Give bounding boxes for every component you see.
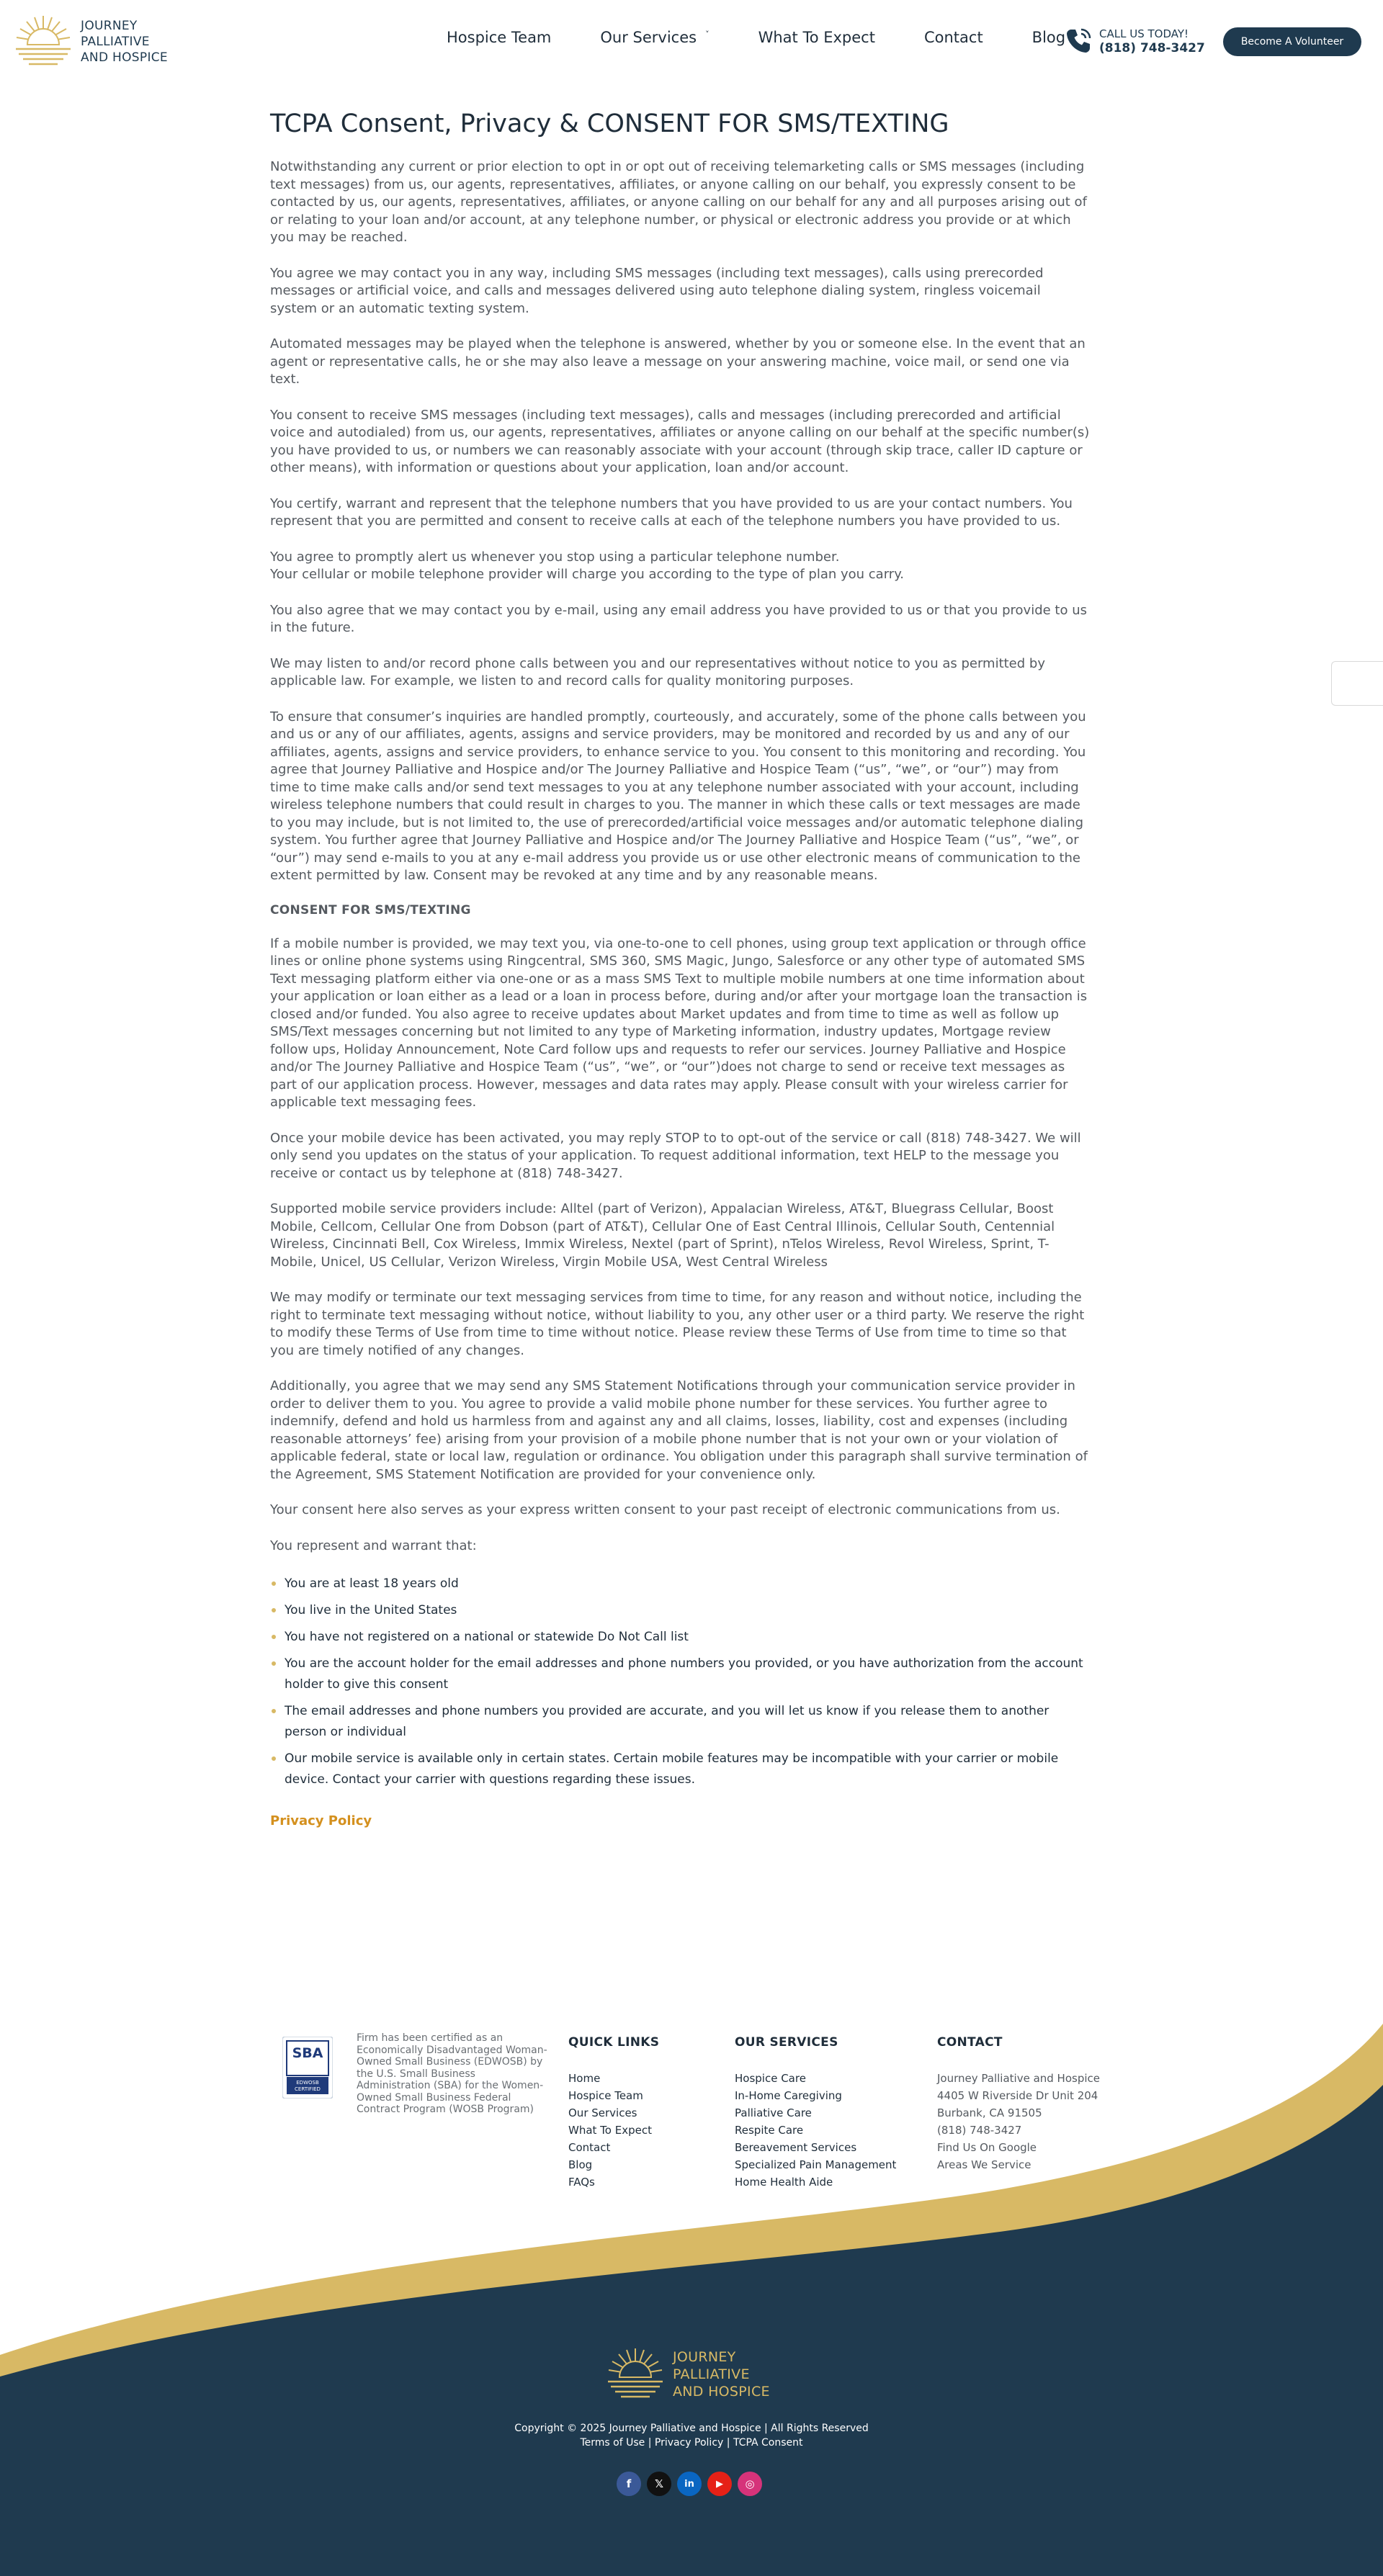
footer-service-hospice-care[interactable]: Hospice Care [735, 2072, 806, 2085]
paragraph: You certify, warrant and represent that the telephone numbers that you have provided to us are your contact numbers. You represent that you are permitted and consent to receive calls at each of the telephone numbers you have provided to us. [270, 495, 1073, 529]
nav-label: Blog [1031, 29, 1066, 46]
chevron-down-icon: ˅ [705, 29, 710, 39]
list-item-text: You are at least 18 years old [285, 1576, 459, 1591]
site-logo[interactable] [13, 12, 168, 72]
footer-link-hospice-team[interactable]: Hospice Team [568, 2089, 643, 2102]
paragraph: Supported mobile service providers include: Alltel (part of Verizon), Appalacian Wireless, AT&T, Bluegrass Cellular, Boost Mobile, Cellcom, Cellular One from Dobson (part of AT&T), Cellular One of East Central Illinois, Cellular South, Centennial Wireless, Cincinnati Bell, Cox Wireless, Immix Wireless, Nextel (part of Sprint), nTelos Wireless, Revol Wireless, Sprint, T-Mobile, Unicel, US Cellular, Verizon Wireless, Virgin Mobile USA, West Central Wireless [270, 1201, 1055, 1270]
nav-our-services[interactable] [600, 29, 709, 46]
sba-badge-title: SBA [292, 2045, 323, 2061]
legal-links [0, 2436, 1383, 2450]
footer-services [735, 2035, 896, 2191]
main-nav [447, 29, 1114, 46]
logo-line-2: PALLIATIVE [81, 35, 150, 49]
footer-logo[interactable] [605, 2344, 770, 2405]
list-item [270, 1627, 1091, 1648]
footer-link-blog[interactable]: Blog [568, 2158, 593, 2171]
x-twitter-icon[interactable]: 𝕏 [647, 2472, 671, 2496]
nav-label: What To Expect [758, 29, 875, 46]
areas-we-service-link[interactable]: Areas We Service [937, 2158, 1031, 2171]
linkedin-icon[interactable]: in [677, 2472, 702, 2496]
footer-service-palliative-care[interactable]: Palliative Care [735, 2106, 812, 2119]
sba-certified-badge [282, 2037, 333, 2099]
bullet-icon [272, 1581, 276, 1586]
list-item-text: You are the account holder for the email addresses and phone numbers you provided, or you have authorization from the account holder to give this consent [285, 1656, 1083, 1692]
warranty-list [270, 1574, 1091, 1790]
sms-section-heading: CONSENT FOR SMS/TEXTING [270, 902, 471, 917]
paragraph: You agree we may contact you in any way, including SMS messages (including text messages), calls using prerecorded messages or artificial voice, and calls and messages delivered using auto telephone dialing system, ringless voicemail system or an automatic texting system. [270, 265, 1044, 316]
logo-line-1: JOURNEY [673, 2349, 736, 2365]
footer-service-in-home-caregiving[interactable]: In-Home Caregiving [735, 2089, 842, 2102]
list-item [270, 1701, 1091, 1743]
logo-line-3: AND HOSPICE [81, 50, 168, 65]
paragraph: Notwithstanding any current or prior election to opt in or opt out of receiving telemarketing calls or SMS messages (including text messages) from us, our agents, representatives, affiliates, or anyone calling on our behalf, you expressly consent to be contacted by us, our agents, representatives, affiliates, or anyone calling on our behalf for any and all purposes arising out of or relating to your loan and/or account, at any telephone number, or physical or electronic address you provide or at which you may be reached. [270, 159, 1087, 245]
logo-line-2: PALLIATIVE [673, 2366, 750, 2382]
paragraph: Once your mobile device has been activated, you may reply STOP to to opt-out of the service or call (818) 748-3427. We will only send you updates on the status of your application. To request additional information, text HELP to the message you receive or contact us by telephone at (818) 748-3427. [270, 1130, 1081, 1181]
footer-link-our-services[interactable]: Our Services [568, 2106, 637, 2119]
nav-what-to-expect[interactable] [758, 29, 875, 46]
list-item-text: You live in the United States [285, 1603, 457, 1617]
list-item [270, 1653, 1091, 1695]
copyright-text: Copyright © 2025 Journey Palliative and Hospice | All Rights Reserved [514, 2423, 869, 2434]
call-number[interactable]: (818) 748-3427 [1099, 41, 1205, 55]
paragraph: You also agree that we may contact you by e-mail, using any email address you have provided to us or that you provide to us in the future. [270, 602, 1087, 635]
sunrise-logo-icon [13, 12, 73, 72]
nav-label: Our Services [600, 29, 697, 46]
paragraph: Additionally, you agree that we may send any SMS Statement Notifications through your communication service provider in order to deliver them to you. You agree to provide a valid mobile phone number for these services. You further agree to indemnify, defend and hold us harmless from and against any and all claims, losses, liability, cost and expenses (including reasonable attorneys’ fee) arising from your provision of a mobile phone number that is not your own or your violation of applicable federal, state or local law, regulation or ordinance. You obligation under this paragraph shall survive termination of the Agreement, SMS Statement Notification are provided for your convenience only. [270, 1378, 1088, 1482]
page-title: TCPA Consent, Privacy & CONSENT FOR SMS/TEXTING [270, 109, 949, 138]
list-item-text: The email addresses and phone numbers you provided are accurate, and you will let us know if you release them to another person or individual [285, 1704, 1049, 1739]
footer-service-respite-care[interactable]: Respite Care [735, 2124, 804, 2137]
footer-link-what-to-expect[interactable]: What To Expect [568, 2124, 652, 2137]
contact-company: Journey Palliative and Hospice [937, 2072, 1100, 2085]
paragraph: Automated messages may be played when the telephone is answered, whether by you or someone else. In the event that an agent or representative calls, he or she may also leave a message on your answering machine, voice mail, or send one via text. [270, 336, 1086, 387]
bullet-icon [272, 1756, 276, 1761]
paragraph: To ensure that consumer’s inquiries are handled promptly, courteously, and accurately, some of the phone calls between you and us or any of our affiliates, agents, assigns and service providers, may be monitored and recorded by us and any of our affiliates, agents, assigns and service providers, to enhance service to you. You consent to this monitoring and recording. You agree that Journey Palliative and Hospice and/or The Journey Palliative and Hospice Team (“us”, “we”, or “our”) may from time to time make calls and/or send text messages to you at any telephone number associated with your account, including wireless telephone numbers that could result in charges to you. The manner in which these calls or text messages are made to you may include, but is not limited to, the use of prerecorded/artificial voice messages and/or automatic telephone dialing system. You further agree that Journey Palliative and Hospice and/or The Journey Palliative and Hospice Team (“us”, “we”, or “our”) may send e-mails to you at any e-mail address you provide us or use other electronic means of communication to the extent permitted by law. Consent may be revoked at any time and by any reasonable means. [270, 709, 1086, 883]
paragraph: You represent and warrant that: [270, 1538, 477, 1553]
paragraph: We may listen to and/or record phone calls between you and our representatives without notice to you as permitted by applicable law. For example, we listen to and record calls for quality monitoring purposes. [270, 655, 1045, 688]
contact-address-line-1: 4405 W Riverside Dr Unit 204 [937, 2089, 1098, 2102]
social-links [617, 2472, 768, 2496]
facebook-icon[interactable]: f [617, 2472, 641, 2496]
footer-link-home[interactable]: Home [568, 2072, 601, 2085]
call-label: CALL US TODAY! [1099, 27, 1189, 40]
list-item [270, 1749, 1091, 1790]
footer-logo-text [673, 2348, 770, 2400]
list-item-text: Our mobile service is available only in certain states. Certain mobile features may be incompatible with your carrier or mobile device. Contact your carrier with questions regarding these issues. [285, 1751, 1059, 1787]
nav-label: Contact [923, 29, 983, 46]
nav-hospice-team[interactable] [447, 29, 551, 46]
privacy-policy-link[interactable]: Privacy Policy [270, 1813, 372, 1828]
bullet-icon [272, 1608, 276, 1612]
nav-label: Hospice Team [447, 29, 552, 46]
sba-badge-caption: EDWOSB CERTIFIED [295, 2080, 321, 2092]
paragraph: You consent to receive SMS messages (including text messages), calls and messages (including prerecorded and artificial voice and autodialed) from us, our agents, representatives, affiliates or anyone calling on our behalf at the specific number(s) you have provided to us, or numbers we can reasonably associate with your account (through skip trace, caller ID capture or other means), with information or questions about your application, loan and/or account. [270, 407, 1090, 475]
footer-service-home-health-aide[interactable]: Home Health Aide [735, 2176, 833, 2189]
phone-icon [1063, 26, 1093, 56]
nav-contact[interactable] [924, 29, 983, 46]
bullet-icon [272, 1661, 276, 1666]
tcpa-consent-link[interactable]: TCPA Consent [733, 2437, 803, 2449]
footer-quick-links [568, 2035, 659, 2191]
instagram-icon[interactable]: ◎ [738, 2472, 762, 2496]
paragraph: Your consent here also serves as your express written consent to your past receipt of electronic communications from us. [270, 1502, 1060, 1517]
quick-links-heading: QUICK LINKS [568, 2035, 660, 2050]
find-us-on-google-link[interactable]: Find Us On Google [937, 2141, 1037, 2154]
footer-link-faqs[interactable]: FAQs [568, 2176, 595, 2189]
paragraph: We may modify or terminate our text messaging services from time to time, for any reason and without notice, including the right to terminate text messaging without notice, without liability to you, any other user or a third party. We reserve the right to modify these Terms of Use from time to time without notice. Please review these Terms of Use from time to time so that you are timely notified of any changes. [270, 1290, 1085, 1358]
paragraph: If a mobile number is provided, we may text you, via one-to-one to cell phones, using group text application or through office lines or online phone systems using Ringcentral, SMS 360, SMS Magic, Jungo, Salesforce or any other type of automated SMS Text messaging platform either via one-one or as a mass SMS Text to multiple mobile numbers at one time information about your application or loan either as a lead or a loan in process before, during and/or after your mortgage loan the transaction is closed and/or funded. You also agree to receive updates about Market updates and from time to time as well as follow up SMS/Text messages concerning but not limited to any type of Marketing information, industry updates, Mortgage review follow ups, Holiday Announcement, Note Card follow ups and requests to refer our services. Journey Palliative and Hospice and/or The Journey Palliative and Hospice Team (“us”, “we”, or “our”)does not charge to send or receive text messages as part of our application process. However, messages and data rates may apply. Please consult with your wireless carrier for applicable text messaging fees. [270, 935, 1088, 1110]
side-accessibility-tab[interactable] [1331, 661, 1383, 706]
nav-blog[interactable] [1032, 29, 1065, 46]
bullet-icon [272, 1709, 276, 1713]
call-us-block[interactable] [1063, 26, 1205, 56]
terms-of-use-link[interactable]: Terms of Use [580, 2437, 645, 2449]
sunrise-logo-icon [605, 2344, 666, 2405]
footer-service-pain-management[interactable]: Specialized Pain Management [735, 2158, 897, 2171]
sba-certification-text: Firm has been certified as an Economically Disadvantaged Woman-Owned Small Business (EDWOSB) by the U.S. Small Business Administration (SBA) for the Women-Owned Small Business Federal Contract Program (WOSB Program) [357, 2032, 547, 2115]
logo-line-3: AND HOSPICE [673, 2384, 770, 2400]
contact-phone-link[interactable]: (818) 748-3427 [937, 2124, 1022, 2137]
become-volunteer-button[interactable]: Become A Volunteer [1223, 27, 1361, 56]
list-item [270, 1600, 1091, 1621]
list-item [270, 1574, 1091, 1594]
legal-separator: | [645, 2437, 655, 2449]
contact-address-line-2: Burbank, CA 91505 [937, 2106, 1042, 2119]
legal-separator: | [723, 2437, 733, 2449]
footer-contact [937, 2035, 1100, 2173]
footer-link-contact[interactable]: Contact [568, 2141, 611, 2154]
logo-line-1: JOURNEY [81, 19, 138, 33]
youtube-icon[interactable]: ▶ [707, 2472, 732, 2496]
footer-privacy-policy-link[interactable]: Privacy Policy [654, 2437, 724, 2449]
main-content [270, 108, 1091, 1828]
bullet-icon [272, 1635, 276, 1639]
services-heading: OUR SERVICES [735, 2035, 838, 2050]
site-header [0, 0, 1383, 85]
footer-service-bereavement[interactable]: Bereavement Services [735, 2141, 857, 2154]
list-item-text: You have not registered on a national or statewide Do Not Call list [285, 1630, 689, 1644]
paragraph: You agree to promptly alert us whenever you stop using a particular telephone number. Your cellular or mobile telephone provider will charge you according to the type of plan you carry. [270, 549, 905, 582]
logo-text [81, 18, 168, 66]
contact-heading: CONTACT [937, 2035, 1003, 2050]
